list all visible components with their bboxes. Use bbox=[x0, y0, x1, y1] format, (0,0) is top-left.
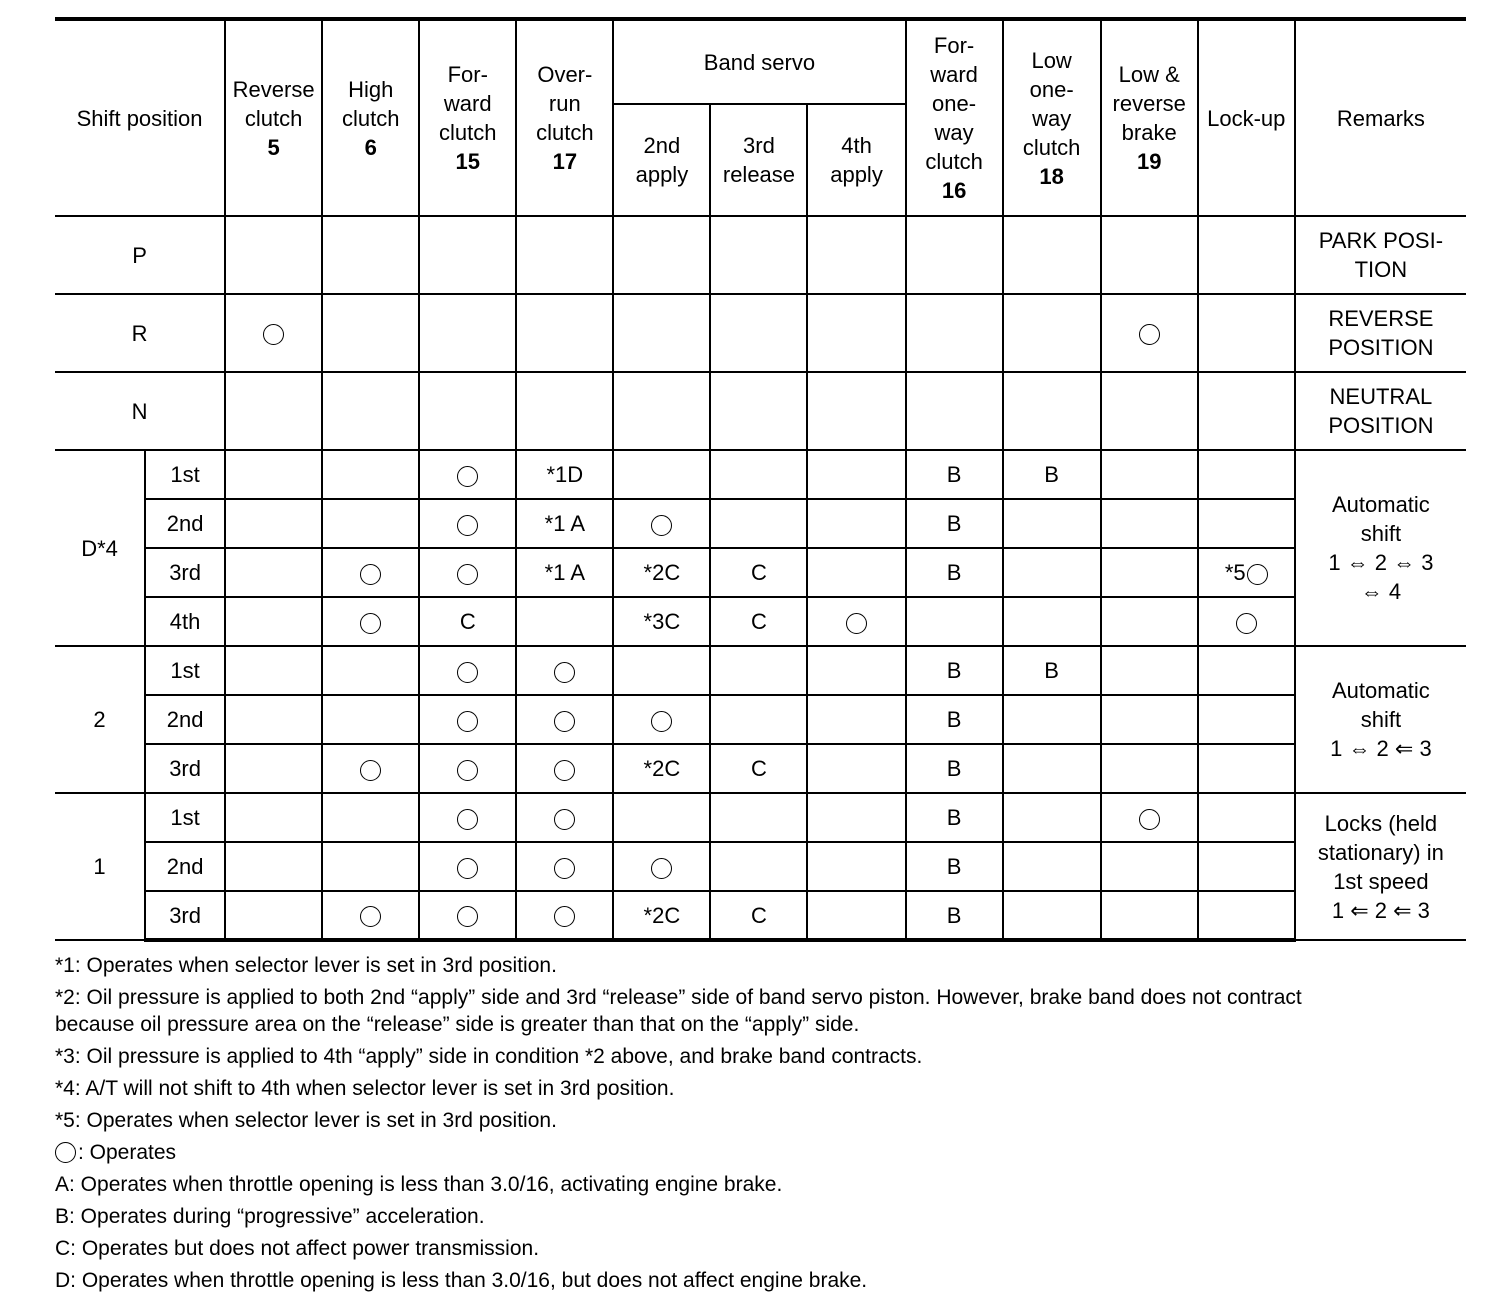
gear-label: 2nd bbox=[145, 695, 225, 744]
operates-circle-icon bbox=[1236, 613, 1257, 634]
header-lrb-number: 19 bbox=[1136, 149, 1162, 174]
operates-circle-icon bbox=[846, 613, 867, 634]
operates-circle-icon bbox=[554, 662, 575, 683]
footnote-2-line1: *2: Oil pressure is applied to both 2nd “apply” side and 3rd “release” side of band servo piston. However, brake band does not contract bbox=[55, 986, 1302, 1009]
row-d-2nd bbox=[55, 499, 1466, 548]
operates-circle-icon bbox=[360, 564, 381, 585]
remarks-cell bbox=[1295, 216, 1466, 294]
cell-value: B bbox=[906, 450, 1003, 499]
cell-value: C bbox=[710, 597, 807, 646]
remarks-cell bbox=[1295, 372, 1466, 450]
header-forward-clutch-number: 15 bbox=[455, 149, 480, 174]
operates-circle-icon bbox=[651, 858, 672, 879]
header-band-servo: Band servo bbox=[613, 19, 905, 104]
operates-circle-icon bbox=[457, 760, 478, 781]
cell-value: *2C bbox=[613, 548, 710, 597]
position-label: P bbox=[55, 216, 225, 294]
gear-label: 4th bbox=[145, 597, 225, 646]
header-low-line3: way bbox=[1032, 105, 1072, 131]
position-label: 1 bbox=[55, 793, 145, 940]
cell-value: *2C bbox=[613, 891, 710, 940]
header-forward-clutch bbox=[419, 19, 516, 216]
header-high-clutch-number: 6 bbox=[364, 134, 377, 160]
remarks-line: shift bbox=[1360, 521, 1402, 546]
header-low-reverse-brake bbox=[1101, 19, 1198, 216]
cell-value: *1D bbox=[516, 450, 613, 499]
cell-value: *1 A bbox=[516, 499, 613, 548]
position-label: N bbox=[55, 372, 225, 450]
header-lrb-line1: Low & bbox=[1118, 62, 1180, 87]
operates-circle-icon bbox=[263, 324, 284, 345]
remarks-cell bbox=[1295, 294, 1466, 372]
footnote-2-line2: because oil pressure area on the “release” side is greater than that on the “apply” side. bbox=[55, 1013, 860, 1036]
cell-value: B bbox=[906, 548, 1003, 597]
cell-value: *2C bbox=[613, 744, 710, 793]
header-high-clutch bbox=[322, 19, 419, 216]
row-1-3rd bbox=[55, 891, 1466, 940]
operates-circle-icon bbox=[457, 809, 478, 830]
legend-operates bbox=[55, 1139, 1475, 1166]
header-forward-oneway-clutch bbox=[906, 19, 1003, 216]
remarks-line: Locks (held bbox=[1324, 810, 1438, 836]
header-lrb-line3: brake bbox=[1121, 120, 1177, 145]
header-band-2nd-line2: apply bbox=[635, 162, 689, 187]
operates-circle-icon bbox=[457, 515, 478, 536]
remarks-line: POSITION bbox=[1328, 413, 1434, 438]
row-d-3rd bbox=[55, 548, 1466, 597]
cell-lockup-d3 bbox=[1198, 548, 1295, 597]
position-label: D*4 bbox=[55, 450, 145, 646]
cell-value: B bbox=[906, 695, 1003, 744]
header-band-3rd-line2: release bbox=[722, 162, 796, 187]
operates-circle-icon bbox=[554, 906, 575, 927]
header-band-3rd-line1: 3rd bbox=[743, 133, 775, 158]
operates-circle-icon bbox=[1139, 324, 1160, 345]
header-fow-number: 16 bbox=[941, 178, 967, 203]
header-reverse-clutch bbox=[225, 19, 322, 216]
cell-value: C bbox=[710, 744, 807, 793]
gear-label: 2nd bbox=[145, 842, 225, 891]
operates-circle-icon bbox=[360, 613, 381, 634]
legend-c: C: Operates but does not affect power transmission. bbox=[55, 1237, 540, 1260]
operates-circle-icon bbox=[457, 564, 478, 585]
header-fow-line3: one- bbox=[932, 91, 977, 116]
remarks-cell bbox=[1295, 793, 1466, 940]
operates-circle-icon bbox=[457, 711, 478, 732]
header-low-number: 18 bbox=[1039, 163, 1064, 189]
position-label: 2 bbox=[55, 646, 145, 793]
gear-label: 2nd bbox=[145, 499, 225, 548]
header-reverse-clutch-label: Reverse clutch bbox=[232, 76, 315, 131]
remarks-line: TION bbox=[1354, 257, 1408, 282]
header-forward-clutch-line3: clutch bbox=[439, 120, 497, 145]
gear-label: 1st bbox=[145, 646, 225, 695]
operates-circle-icon bbox=[457, 858, 478, 879]
legend-b: B: Operates during “progressive” acceleration. bbox=[55, 1205, 485, 1228]
gear-label: 1st bbox=[145, 450, 225, 499]
operates-circle-icon bbox=[554, 711, 575, 732]
cell-value: B bbox=[906, 744, 1003, 793]
operates-circle-icon bbox=[457, 906, 478, 927]
row-2-1st bbox=[55, 646, 1466, 695]
remarks-cell bbox=[1295, 646, 1466, 793]
header-band-2nd-line1: 2nd bbox=[643, 133, 681, 158]
row-r bbox=[55, 294, 1466, 372]
operates-circle-icon bbox=[55, 1142, 76, 1163]
header-low-line4: clutch bbox=[1022, 134, 1081, 160]
cell-value: C bbox=[710, 891, 807, 940]
footnote-3: *3: Oil pressure is applied to 4th “apply” side in condition *2 above, and brake band contracts. bbox=[55, 1045, 923, 1068]
cell-value: B bbox=[906, 842, 1003, 891]
footnote-5: *5: Operates when selector lever is set in 3rd position. bbox=[55, 1109, 557, 1132]
cell-value: B bbox=[1003, 450, 1101, 499]
cell-value: B bbox=[906, 499, 1003, 548]
legend-operates-text: : Operates bbox=[78, 1141, 177, 1164]
remarks-line: stationary) in bbox=[1317, 839, 1444, 865]
header-overrun-clutch bbox=[516, 19, 613, 216]
row-d-1st bbox=[55, 450, 1466, 499]
cell-value: C bbox=[419, 597, 516, 646]
remarks-line: 1 ⇐ 2 ⇐ 3 bbox=[1331, 897, 1430, 923]
header-low-line1: Low bbox=[1031, 47, 1072, 73]
header-reverse-clutch-number: 5 bbox=[267, 134, 280, 160]
operates-circle-icon bbox=[651, 515, 672, 536]
header-overrun-line1: Over- bbox=[537, 62, 593, 87]
operates-circle-icon bbox=[457, 466, 478, 487]
remarks-line: REVERSE bbox=[1328, 306, 1434, 331]
header-band-4th-line1: 4th bbox=[841, 133, 872, 158]
header-overrun-line2: run bbox=[548, 91, 581, 116]
gear-label: 3rd bbox=[145, 891, 225, 940]
header-remarks: Remarks bbox=[1295, 19, 1466, 216]
operates-circle-icon bbox=[1247, 564, 1268, 585]
header-band-2nd-apply bbox=[613, 104, 710, 216]
legend-a: A: Operates when throttle opening is less than 3.0/16, activating engine brake. bbox=[55, 1173, 783, 1196]
header-lockup: Lock-up bbox=[1198, 19, 1295, 216]
header-band-4th-line2: apply bbox=[830, 162, 883, 187]
header-overrun-number: 17 bbox=[552, 149, 578, 174]
footnote-2 bbox=[55, 984, 1475, 1038]
cell-value: *1 A bbox=[516, 548, 613, 597]
cell-value: B bbox=[906, 646, 1003, 695]
remarks-line: Automatic bbox=[1331, 678, 1430, 703]
row-1-2nd bbox=[55, 842, 1466, 891]
header-forward-clutch-line1: For- bbox=[447, 62, 488, 87]
legend-d: D: Operates when throttle opening is less than 3.0/16, but does not affect engine brake. bbox=[55, 1269, 868, 1292]
remarks-line: NEUTRAL bbox=[1329, 384, 1433, 409]
header-overrun-line3: clutch bbox=[536, 120, 594, 145]
cell-value: *3C bbox=[613, 597, 710, 646]
remarks-line: ⇔ 4 bbox=[1360, 579, 1402, 604]
operates-circle-icon bbox=[457, 662, 478, 683]
operates-circle-icon bbox=[360, 760, 381, 781]
footnote-4: *4: A/T will not shift to 4th when selector lever is set in 3rd position. bbox=[55, 1077, 675, 1100]
footnotes bbox=[55, 952, 1475, 1299]
header-band-3rd-release bbox=[710, 104, 807, 216]
cell-value: B bbox=[906, 793, 1003, 842]
gear-label: 1st bbox=[145, 793, 225, 842]
header-high-clutch-label: High clutch bbox=[341, 76, 400, 131]
header-fow-line2: ward bbox=[930, 62, 978, 87]
cell-value: B bbox=[1003, 646, 1101, 695]
gear-label: 3rd bbox=[145, 744, 225, 793]
clutch-band-chart bbox=[55, 17, 1466, 942]
operates-circle-icon bbox=[1139, 809, 1160, 830]
operates-circle-icon bbox=[554, 809, 575, 830]
remarks-line: 1 ⇔ 2 ⇔ 3 bbox=[1328, 550, 1434, 575]
header-low-line2: one- bbox=[1029, 76, 1074, 102]
row-2-3rd bbox=[55, 744, 1466, 793]
header-lrb-line2: reverse bbox=[1112, 91, 1186, 116]
remarks-line: POSITION bbox=[1328, 335, 1434, 360]
operates-circle-icon bbox=[651, 711, 672, 732]
cell-value: B bbox=[906, 891, 1003, 940]
header-shift-position: Shift position bbox=[55, 19, 225, 216]
row-2-2nd bbox=[55, 695, 1466, 744]
remarks-line: PARK POSI- bbox=[1318, 228, 1444, 253]
cell-value: *5 bbox=[1224, 560, 1246, 585]
gear-label: 3rd bbox=[145, 548, 225, 597]
header-fow-line4: way bbox=[934, 120, 974, 145]
header-fow-line1: For- bbox=[933, 33, 975, 58]
row-1-1st bbox=[55, 793, 1466, 842]
cell-value: C bbox=[710, 548, 807, 597]
row-p bbox=[55, 216, 1466, 294]
remarks-line: shift bbox=[1360, 707, 1402, 732]
remarks-line: Automatic bbox=[1331, 492, 1430, 517]
operates-circle-icon bbox=[554, 760, 575, 781]
remarks-cell bbox=[1295, 450, 1466, 646]
row-n bbox=[55, 372, 1466, 450]
remarks-line: 1st speed bbox=[1333, 868, 1429, 894]
row-d-4th bbox=[55, 597, 1466, 646]
operates-circle-icon bbox=[554, 858, 575, 879]
header-row bbox=[55, 19, 1466, 104]
operates-circle-icon bbox=[360, 906, 381, 927]
header-low-oneway-clutch bbox=[1003, 19, 1101, 216]
header-band-4th-apply bbox=[807, 104, 905, 216]
header-fow-line5: clutch bbox=[925, 149, 983, 174]
remarks-line: 1 ⇔ 2 ⇐ 3 bbox=[1330, 736, 1432, 761]
footnote-1: *1: Operates when selector lever is set in 3rd position. bbox=[55, 954, 557, 977]
header-forward-clutch-line2: ward bbox=[443, 91, 492, 116]
position-label: R bbox=[55, 294, 225, 372]
